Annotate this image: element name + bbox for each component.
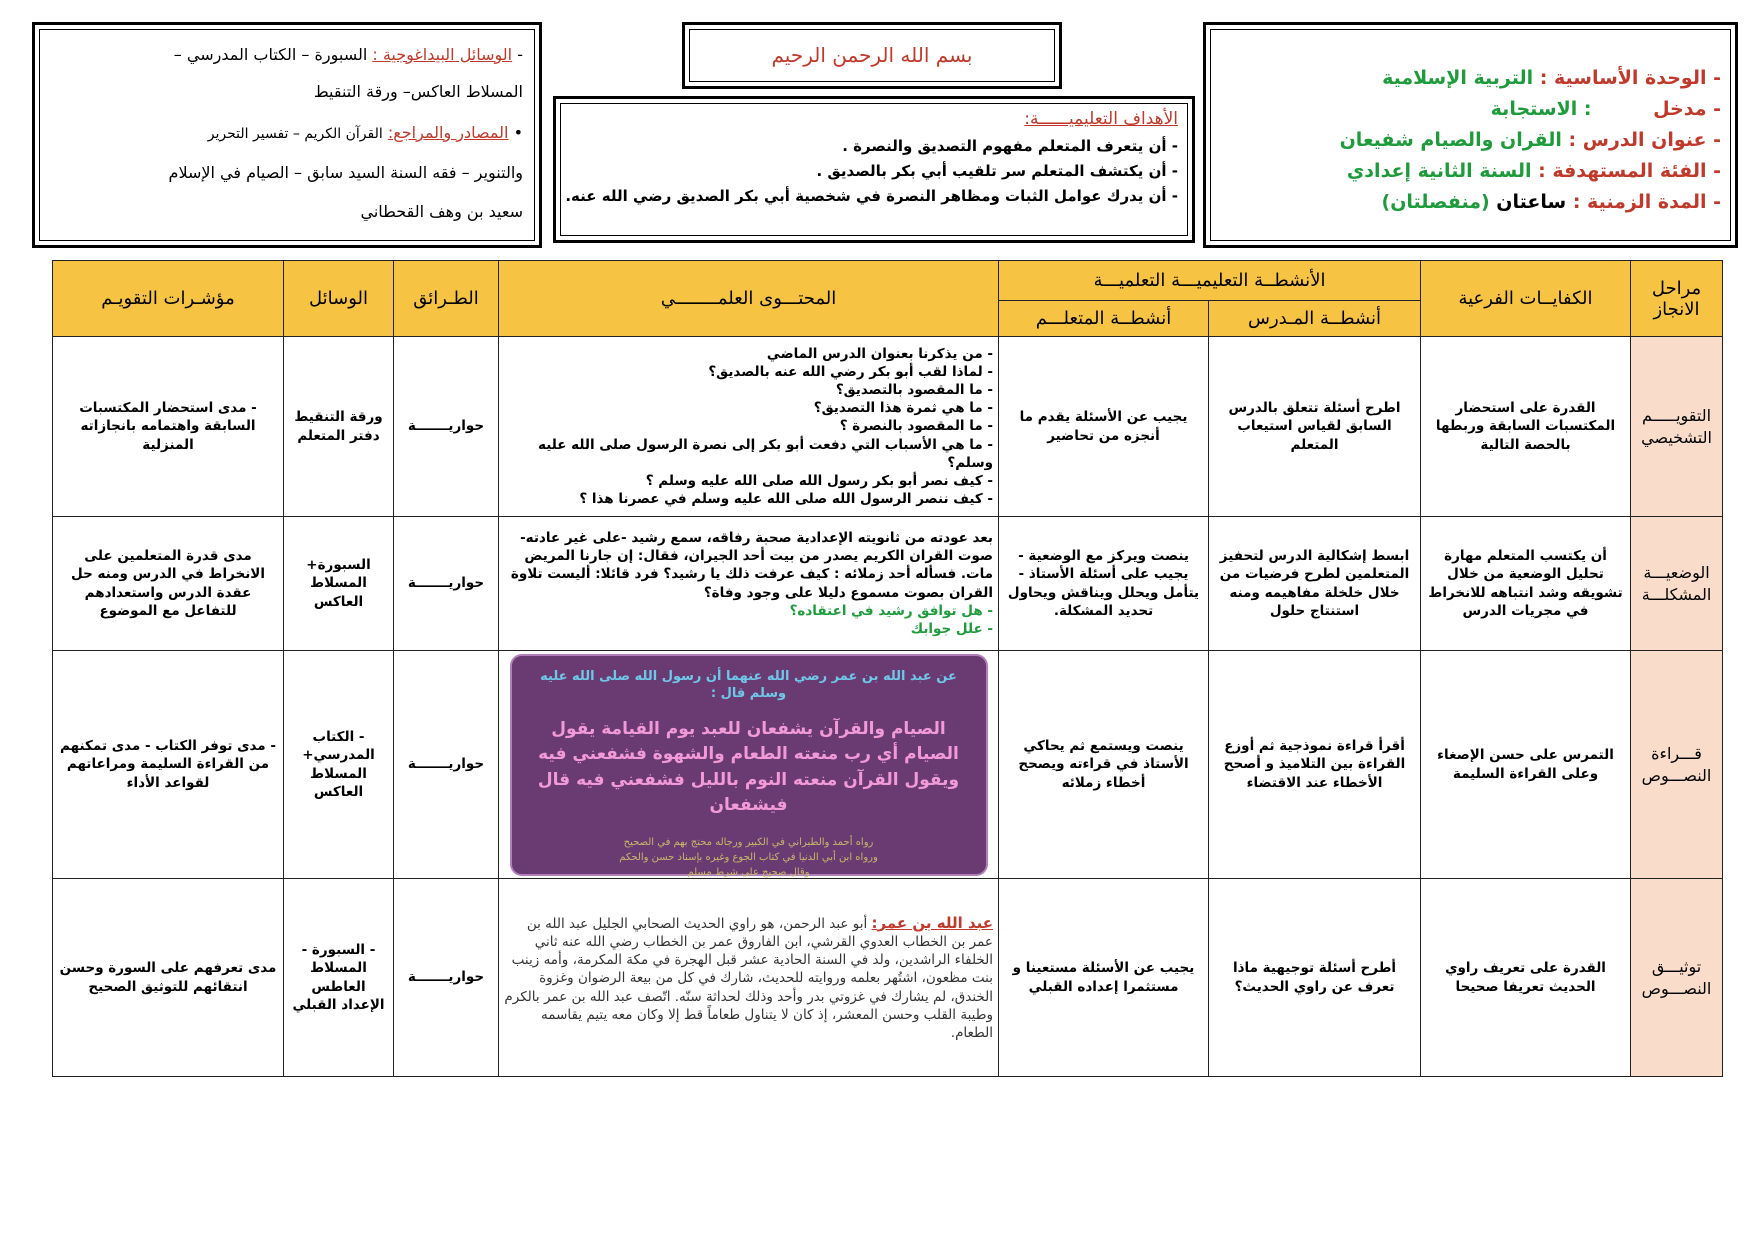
unit-value: التربية الإسلامية — [1382, 67, 1534, 89]
content-cell — [499, 879, 999, 1077]
hadith-intro: عن عبد الله بن عمر رضي الله عنهما أن رسول الله صلى الله عليه وسلم قال : — [540, 668, 957, 702]
means-value: السبورة – الكتاب المدرسي – — [173, 45, 368, 64]
refs-line2: والتنوير – فقه السنة السيد سابق – الصيام في الإسلام — [168, 163, 523, 182]
competency-cell: التمرس على حسن الإصغاء وعلى القراءة السليمة — [1421, 651, 1631, 879]
content-cell — [499, 517, 999, 651]
content-line: - ما هي ثمرة هذا التصديق؟ — [813, 400, 993, 417]
indicator-cell: مدى تعرفهم على السورة وحسن انتقائهم للتوثيق الصحيح — [53, 879, 284, 1077]
hadith-text: الصيام والقرآن يشفعان للعبد يوم القيامة يقول الصيام أي رب منعته الطعام والشهوة فشفعني فيه ويقول القرآن منعته النوم بالليل فشفعني فيه قال فيشفعان — [537, 718, 960, 816]
header-competencies: الكفايــات الفرعية — [1421, 261, 1631, 337]
table-row — [53, 517, 1723, 651]
hadith-source-line: ورواه ابن أبي الدنيا في كتاب الجوع وغيره بإسناد حسن والحكم — [619, 851, 878, 863]
duration-value: ساعتان — [1496, 191, 1567, 213]
competency-cell: القدرة على استحضار المكتسبات السابقة وربطها بالحصة التالية — [1421, 337, 1631, 517]
teacher-cell: اطرح أسئلة تتعلق بالدرس السابق لقياس استيعاب المتعلم — [1209, 337, 1421, 517]
entry-row — [1491, 98, 1721, 120]
unit-row — [1382, 67, 1721, 89]
learner-cell: يجيب عن الأسئلة مستعينا و مستثمرا إعداده القبلي — [999, 879, 1209, 1077]
indicator-cell: - مدى توفر الكتاب - مدى تمكنهم من القراءة السليمة ومراعاتهم لقواعد الأداء — [53, 651, 284, 879]
entry-value: : الاستجابة — [1490, 98, 1592, 120]
means-line — [174, 45, 523, 64]
table-row — [53, 879, 1723, 1077]
table-row — [53, 337, 1723, 517]
audience-row — [1347, 160, 1721, 182]
entry-label: - مدخل — [1653, 98, 1721, 120]
method-cell: حواريـــــــة — [394, 517, 499, 651]
content-question: - هل توافق رشيد في اعتقاده؟ — [789, 602, 993, 619]
method-cell: حواريـــــــة — [394, 879, 499, 1077]
narrator-bio: أبو عبد الرحمن، هو راوي الحديث الصحابي الجليل عبد الله بن عمر بن الخطاب العدوي القرشي، ابن الفاروق عمر بن الخطاب رضي الله عنه ثاني الخلفاء الراشدين، ولد في السنة الحادية عشر قبل الهجرة في مكة المكرمة، وأمه زينب بنت مظعون، اشتُهر بعلمه وروايته للحديث، شارك في كل من بيعة الرضوان وغزوة الخندق، لم يشارك في غزوتي بدر وأحد وذلك لحداثة سنّه. اتّصف عبد الله بن عمر بالكرم وطيبة القلب وحسن المعشر، إذ كان لا يتناول طعاماً قط إلا وكان معه يتيم يقاسمه الطعام. — [504, 915, 993, 1042]
method-cell: حواريـــــــة — [394, 651, 499, 879]
content-line: - من يذكرنا بعنوان الدرس الماضي — [766, 345, 993, 362]
stage-cell: التقويـــــم التشخيصي — [1631, 337, 1723, 517]
content-line: - كيف ننصر الرسول الله صلى الله عليه وسلم في عصرنا هذا ؟ — [579, 491, 993, 508]
means-line2: المسلاط العاكس– ورقة التنقيط — [313, 82, 523, 101]
learner-cell: يجيب عن الأسئلة يقدم ما أنجزه من تحاضير — [999, 337, 1209, 517]
header-tools: الوسائل — [284, 261, 394, 337]
objectives-heading: الأهداف التعليميــــــة: — [1024, 109, 1178, 129]
header-activities: الأنشطــة التعليميـــة التعلميـــة — [999, 261, 1421, 301]
narrator-name: عبد الله بن عمر: — [871, 913, 993, 932]
content-line: - كيف نصر أبو بكر رسول الله صلى الله عليه وسلم ؟ — [645, 473, 993, 490]
lesson-value: القران والصيام شفيعان — [1339, 129, 1562, 151]
content-cell — [499, 651, 999, 879]
objective-item: - أن يدرك عوامل الثبات ومظاهر النصرة في شخصية أبي بكر الصديق رضي الله عنه. — [565, 187, 1178, 205]
stage-cell: قـــراءة النصـــوص — [1631, 651, 1723, 879]
content-question: - علل جوابك — [910, 620, 993, 637]
audience-value: السنة الثانية إعدادي — [1346, 160, 1532, 182]
content-paragraph: بعد عودته من ثانويته الإعدادية صحبة رفاقه، سمع رشيد -على غير عادته- صوت القران الكريم يصدر من بيت أحد الجيران، فقال: إن جارنا المريض مات. فسأله أحد زملائه : كيف عرفت ذلك يا رشيد؟ فرد قائلا: أليست تلاوة القران بصوت مسموع دليلا على وجود وفاة؟ — [510, 529, 993, 601]
stage-cell: توثيـــق النصـــوص — [1631, 879, 1723, 1077]
objective-item: - أن يتعرف المتعلم مفهوم التصديق والنصرة . — [842, 137, 1178, 155]
bismillah-text: بسم الله الرحمن الرحيم — [771, 43, 973, 67]
teacher-cell: أقرأ قراءة نموذجية ثم أوزع القراءة بين التلاميذ و أصحح الأخطاء عند الاقتضاء — [1209, 651, 1421, 879]
lesson-label: - عنوان الدرس : — [1568, 129, 1721, 151]
content-line: - لماذا لقب أبو بكر رضي الله عنه بالصديق؟ — [708, 363, 993, 380]
stage-cell: الوضعيـــة المشكلـــة — [1631, 517, 1723, 651]
duration-note: (منفصلتان) — [1381, 191, 1490, 213]
hadith-source-line: رواه أحمد والطبراني في الكبير ورجاله محتج بهم في الصحيح — [623, 836, 874, 848]
tools-cell: - الكتاب المدرسي+ المسلاط العاكس — [284, 651, 394, 879]
header-stages: مراحل الانجاز — [1631, 261, 1723, 337]
hadith-card — [510, 654, 988, 876]
unit-label: - الوحدة الأساسية : — [1539, 67, 1721, 89]
teacher-cell: أطرح أسئلة توجيهية ماذا تعرف عن راوي الحديث؟ — [1209, 879, 1421, 1077]
content-line: - ما المقصود بالتصديق؟ — [835, 381, 993, 398]
refs-label: المصادر والمراجع: — [387, 123, 509, 142]
teacher-cell: ابسط إشكالية الدرس لتحفيز المتعلمين لطرح فرضيات من خلال خلخلة مفاهيمه ومنه استنتاج حلول — [1209, 517, 1421, 651]
objective-item: - أن يكتشف المتعلم سر تلقيب أبي بكر بالصديق . — [816, 162, 1178, 180]
competency-cell: القدرة على تعريف راوي الحديث تعريفا صحيحا — [1421, 879, 1631, 1077]
audience-label: - الفئة المستهدفة : — [1538, 160, 1721, 182]
lesson-plan-table — [52, 260, 1723, 1077]
header-methods: الطـرائق — [394, 261, 499, 337]
learner-cell: ينصت ويركز مع الوضعية - يجيب على أسئلة الأستاذ - يتأمل ويحلل ويناقش ويحاول تحديد المشكلة. — [999, 517, 1209, 651]
header-teacher: أنشطــة المـدرس — [1209, 301, 1421, 337]
hadith-source — [528, 835, 970, 880]
content-line: - ما المقصود بالنصرة ؟ — [839, 418, 993, 435]
learner-cell: ينصت ويستمع ثم يحاكي الأستاذ في قراءته ويصحح أخطاء زملائه — [999, 651, 1209, 879]
refs-line3: سعيد بن وهف القحطاني — [360, 202, 523, 221]
duration-label: - المدة الزمنية : — [1572, 191, 1721, 213]
content-cell — [499, 337, 999, 517]
refs-line — [208, 123, 523, 142]
lesson-row — [1340, 129, 1721, 151]
refs-value: القرآن الكريم – تفسير التحرير — [207, 126, 383, 142]
resources-box — [32, 22, 542, 248]
indicator-cell: - مدى استحضار المكتسبات السابقة واهتمامه بانجازاته المنزلية — [53, 337, 284, 517]
indicator-cell: مدى قدرة المتعلمين على الانخراط في الدرس ومنه حل عقدة الدرس واستعدادهم للتفاعل مع الموضوع — [53, 517, 284, 651]
bismillah-box — [682, 22, 1062, 89]
table-row — [53, 651, 1723, 879]
tools-cell: السبورة+ المسلاط العاكس — [284, 517, 394, 651]
objectives-box — [553, 96, 1195, 243]
tools-cell: ورقة التنقيط دفتر المتعلم — [284, 337, 394, 517]
means-bullet: - — [517, 45, 523, 64]
method-cell: حواريـــــــة — [394, 337, 499, 517]
header-indicators: مؤشـرات التقويـم — [53, 261, 284, 337]
means-label: الوسائل البيداغوجية : — [372, 45, 513, 64]
header-content: المحتـــوى العلمــــــــي — [499, 261, 999, 337]
lesson-info-box — [1203, 22, 1738, 248]
content-line: - ما هي الأسباب التي دفعت أبو بكر إلى نصرة الرسول صلى الله عليه وسلم؟ — [538, 436, 993, 471]
hadith-source-line: وقال صحيح على شرط مسلم — [687, 866, 810, 878]
refs-bullet: • — [513, 123, 523, 142]
competency-cell: أن يكتسب المتعلم مهارة تحليل الوضعية من خلال تشويقه وشد انتباهه للانخراط في مجريات الدرس — [1421, 517, 1631, 651]
duration-row — [1382, 191, 1721, 213]
tools-cell: - السبورة - المسلاط العاطس الإعداد القبلي — [284, 879, 394, 1077]
header-learner: أنشطــة المتعلـــم — [999, 301, 1209, 337]
